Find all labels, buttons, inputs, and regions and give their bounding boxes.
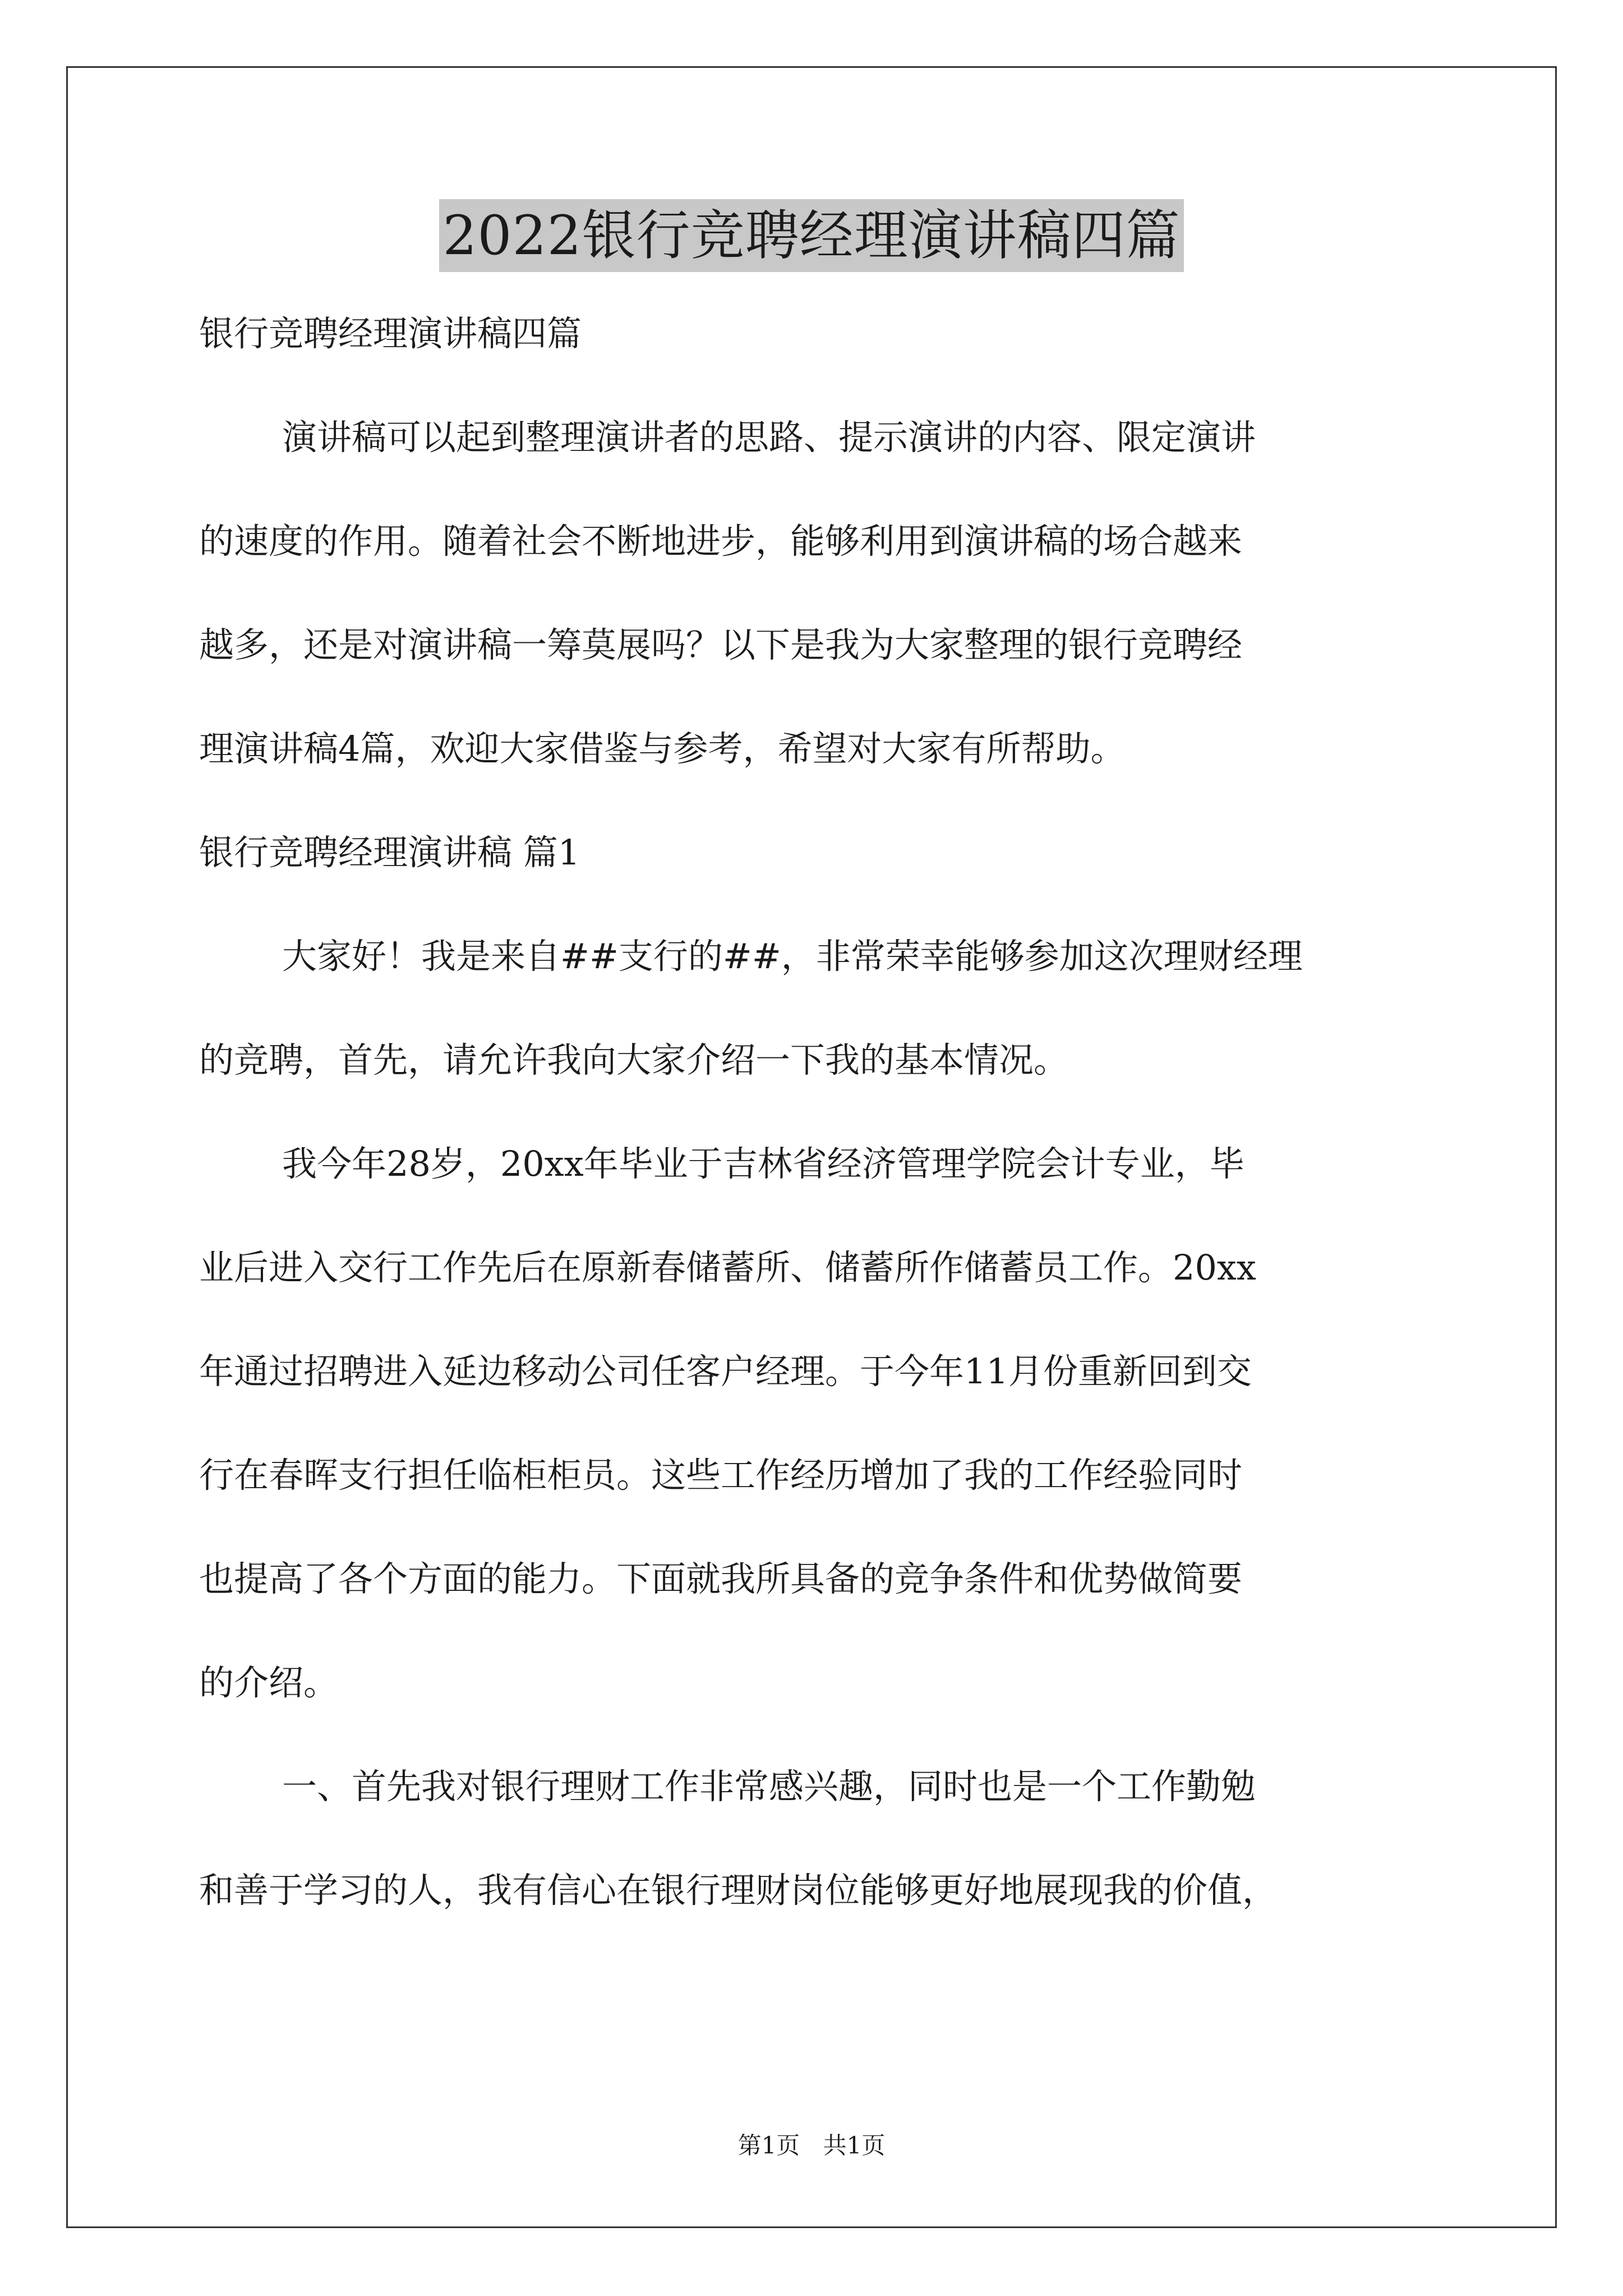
paragraph-line: 也提高了各个方面的能力。下面就我所具备的竞争条件和优势做简要 (199, 1558, 1243, 1599)
paragraph-line: 年通过招聘进入延边移动公司任客户经理。于今年11月份重新回到交 (199, 1351, 1252, 1392)
paragraph-line: 业后进入交行工作先后在原新春储蓄所、储蓄所作储蓄员工作。20xx (199, 1247, 1256, 1288)
page-footer (0, 2129, 1623, 2162)
paragraph-line: 的介绍。 (199, 1662, 339, 1703)
document-title: 2022银行竞聘经理演讲稿四篇 (439, 199, 1183, 272)
intro-paragraph (199, 415, 1433, 771)
document-subtitle: 银行竞聘经理演讲稿四篇 (199, 313, 582, 354)
intro-line: 的速度的作用。随着社会不断地进步，能够利用到演讲稿的场合越来 (199, 521, 1243, 562)
section-heading: 银行竞聘经理演讲稿 篇1 (199, 832, 580, 873)
intro-line: 理演讲稿4篇，欢迎大家借鉴与参考，希望对大家有所帮助。 (199, 728, 1126, 769)
intro-line: 演讲稿可以起到整理演讲者的思路、提示演讲的内容、限定演讲 (282, 417, 1256, 458)
document-body (199, 311, 1433, 1972)
paragraph-line: 和善于学习的人，我有信心在银行理财岗位能够更好地展现我的价值， (199, 1870, 1278, 1911)
paragraph-line: 大家好！我是来自##支行的##，非常荣幸能够参加这次理财经理 (282, 936, 1303, 977)
intro-line: 越多，还是对演讲稿一筹莫展吗？以下是我为大家整理的银行竞聘经 (199, 624, 1243, 665)
page-total: 共1页 (823, 2132, 886, 2159)
title-container (0, 199, 1623, 272)
paragraph-line: 行在春晖支行担任临柜柜员。这些工作经历增加了我的工作经验同时 (199, 1455, 1243, 1496)
paragraph-point-one (199, 1764, 1433, 1913)
page-number: 第1页 (737, 2132, 800, 2159)
paragraph-line: 我今年28岁，20xx年毕业于吉林省经济管理学院会计专业，毕 (282, 1143, 1244, 1184)
paragraph-line: 一、首先我对银行理财工作非常感兴趣，同时也是一个工作勤勉 (282, 1766, 1256, 1807)
paragraph-line: 的竞聘，首先，请允许我向大家介绍一下我的基本情况。 (199, 1039, 1069, 1080)
paragraph-greeting (199, 934, 1433, 1083)
paragraph-background (199, 1142, 1433, 1705)
